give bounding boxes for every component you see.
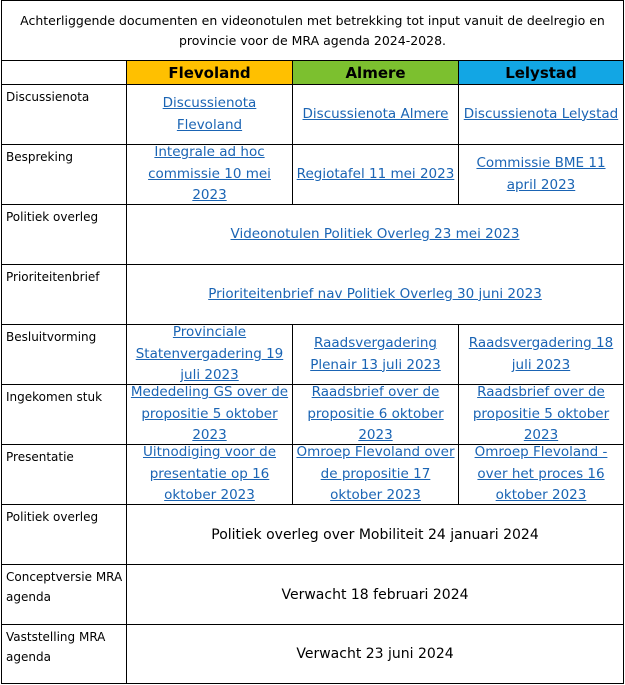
intro-text-cell [1,0,624,61]
status-text: Verwacht 23 juni 2024 [296,646,454,662]
row-label-text: Bespreking [6,150,74,164]
row-label [1,564,127,625]
row-label-text: Besluitvorming [6,330,97,344]
document-link-cell[interactable] [126,264,624,325]
column-header-label: Lelystad [505,63,577,82]
row-label-text: Prioriteitenbrief [6,270,100,284]
status-cell [126,504,624,565]
document-link-cell[interactable] [292,324,459,385]
document-link-cell[interactable] [292,84,459,145]
document-link[interactable]: Omroep Flevoland over de propositie 17 oktober 2023 [296,444,455,504]
document-link[interactable]: Videonotulen Politiek Overleg 23 mei 2023 [230,225,520,242]
document-link[interactable]: Uitnodiging voor de presentatie op 16 oktober 2023 [142,444,277,504]
row-label [1,624,127,684]
document-link-cell[interactable] [458,324,624,385]
row-label-text: Discussienota [6,90,90,104]
document-link[interactable]: Commissie BME 11 april 2023 [476,155,606,193]
document-link-cell[interactable] [292,384,459,445]
row-label [1,504,127,565]
row-label-text: Politiek overleg [6,510,99,524]
header-empty-cell [1,60,127,85]
document-link-cell[interactable] [126,444,293,505]
row-label-text: Ingekomen stuk [6,390,103,404]
column-header-lelystad [458,60,624,85]
column-header-flevoland [126,60,293,85]
document-link[interactable]: Raadsbrief over de propositie 5 oktober 2023 [472,384,610,444]
row-label [1,84,127,145]
document-link-cell[interactable] [458,144,624,205]
row-label [1,144,127,205]
document-link[interactable]: Discussienota Flevoland [162,95,257,133]
document-link-cell[interactable] [458,84,624,145]
document-link-cell[interactable] [126,324,293,385]
intro-text: Achterliggende documenten en videonotulen met betrekking tot input vanuit de deelregio en provincie voor de MRA agenda 2024-2028. [20,12,605,48]
row-label [1,444,127,505]
row-label [1,384,127,445]
document-link-cell[interactable] [126,204,624,265]
status-cell [126,564,624,625]
row-label-text: Presentatie [6,450,74,464]
document-link[interactable]: Integrale ad hoc commissie 10 mei 2023 [148,144,271,204]
status-text: Politiek overleg over Mobiliteit 24 januari 2024 [211,526,539,543]
document-link[interactable]: Mededeling GS over de propositie 5 oktober 2023 [130,384,289,444]
row-label-text: Politiek overleg [6,210,99,224]
document-link-cell[interactable] [458,444,624,505]
document-link[interactable]: Provinciale Statenvergadering 19 juli 2023 [135,324,284,384]
document-link[interactable]: Raadsvergadering 18 juli 2023 [468,335,614,373]
row-label [1,204,127,265]
status-text: Verwacht 18 februari 2024 [281,586,469,603]
document-link-cell[interactable] [126,84,293,145]
row-label-text: Vaststelling MRA agenda [6,630,106,664]
document-link[interactable]: Omroep Flevoland - over het proces 16 oktober 2023 [474,444,608,504]
document-link[interactable]: Regiotafel 11 mei 2023 [296,165,455,182]
row-label-text: Conceptversie MRA agenda [6,570,123,604]
document-link-cell[interactable] [292,144,459,205]
row-label [1,264,127,325]
status-cell [126,624,624,684]
document-link[interactable]: Discussienota Almere [302,105,449,122]
document-link-cell[interactable] [292,444,459,505]
document-link-cell[interactable] [126,144,293,205]
document-link[interactable]: Prioriteitenbrief nav Politiek Overleg 30 juni 2023 [208,285,542,302]
column-header-label: Almere [345,63,406,82]
document-link[interactable]: Raadsvergadering Plenair 13 juli 2023 [310,335,441,373]
document-link-cell[interactable] [458,384,624,445]
document-link-cell[interactable] [126,384,293,445]
row-label [1,324,127,385]
column-header-almere [292,60,459,85]
column-header-label: Flevoland [168,63,251,82]
document-link[interactable]: Discussienota Lelystad [463,105,619,122]
document-link[interactable]: Raadsbrief over de propositie 6 oktober 2023 [307,384,444,444]
